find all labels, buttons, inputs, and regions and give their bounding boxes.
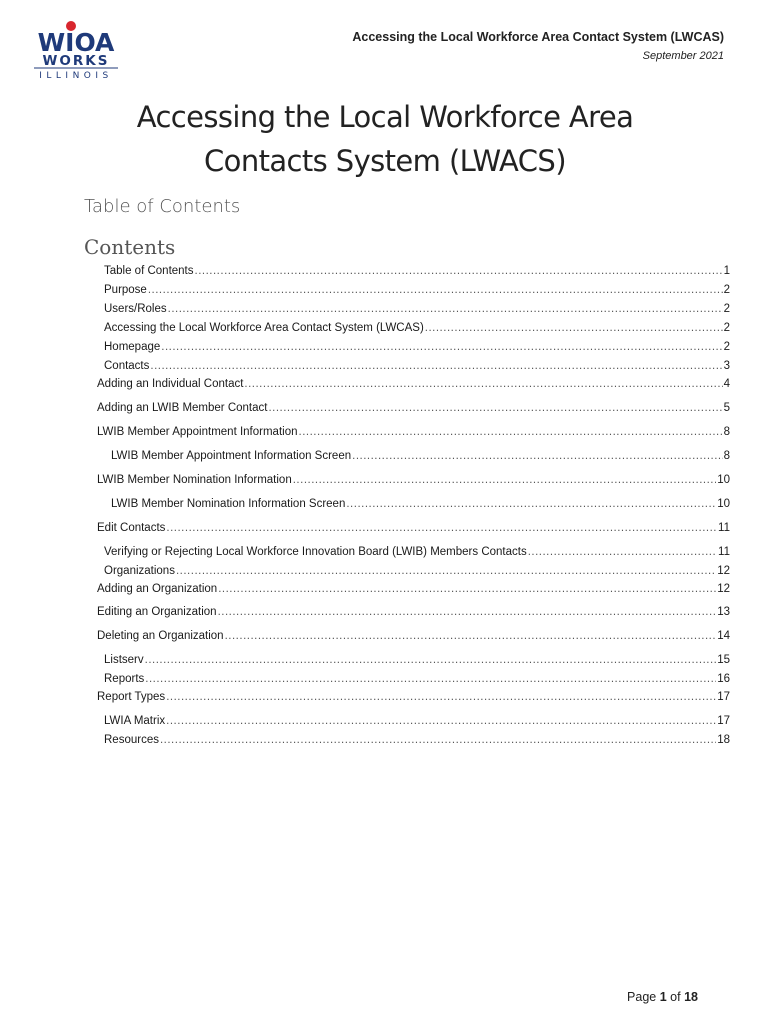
document-title-line1: Accessing the Local Workforce Area <box>136 100 634 134</box>
toc-entry-page: 8 <box>723 426 730 438</box>
toc-entry-label: LWIB Member Nomination Information Screen <box>111 498 346 510</box>
toc-entry-page: 8 <box>723 450 730 462</box>
toc-entry-page: 15 <box>717 654 730 666</box>
footer-page-word: Page <box>627 990 657 1004</box>
toc-entry-label: Reports <box>104 673 145 685</box>
toc-entry-label: Table of Contents <box>104 265 194 277</box>
toc-entry-table-of-contents[interactable] <box>104 265 730 281</box>
toc-heading: Table of Contents <box>84 196 241 217</box>
toc-entry-resources[interactable] <box>104 734 730 750</box>
toc-entry-lwia-matrix[interactable] <box>104 715 730 731</box>
toc-entry-page: 11 <box>718 522 730 534</box>
toc-entry-purpose[interactable] <box>104 284 730 300</box>
toc-entry-page: 10 <box>717 498 730 510</box>
toc-entry-users-roles[interactable] <box>104 303 730 319</box>
logo-graphic <box>28 18 124 82</box>
toc-entry-label: Adding an Organization <box>97 583 218 595</box>
header-date: September 2021 <box>642 50 724 62</box>
toc-entry-label: Adding an LWIB Member Contact <box>97 402 268 414</box>
wioa-works-illinois-logo <box>28 18 124 82</box>
toc-entry-lwib-appointment-screen[interactable] <box>111 450 730 466</box>
toc-entry-homepage[interactable] <box>104 341 730 357</box>
toc-entry-page: 16 <box>717 673 730 685</box>
toc-entry-label: Verifying or Rejecting Local Workforce Innovation Board (LWIB) Members Contacts <box>104 546 527 558</box>
toc-entry-label: Homepage <box>104 341 161 353</box>
toc-entry-label: Listserv <box>104 654 144 666</box>
toc-entry-label: Deleting an Organization <box>97 630 224 642</box>
toc-entry-page: 3 <box>723 360 730 372</box>
toc-entry-adding-organization[interactable] <box>97 583 730 599</box>
toc-entry-page: 17 <box>717 691 730 703</box>
toc-entry-page: 18 <box>717 734 730 746</box>
toc-entry-page: 11 <box>718 546 730 558</box>
logo-line2: WORKS <box>42 53 110 69</box>
toc-entry-page: 2 <box>723 303 730 315</box>
logo-line3: ILLINOIS <box>39 71 113 81</box>
toc-entry-contacts[interactable] <box>104 360 730 376</box>
toc-entry-label: Report Types <box>97 691 166 703</box>
header-title: Accessing the Local Workforce Area Contact System (LWCAS) <box>352 30 724 44</box>
toc-entry-label: Adding an Individual Contact <box>97 378 244 390</box>
logo-line1: WIOA <box>37 28 115 57</box>
toc-entry-label: LWIB Member Appointment Information <box>97 426 298 438</box>
toc-entry-page: 13 <box>717 606 730 618</box>
toc-entry-edit-contacts[interactable] <box>97 522 730 538</box>
toc-entry-label: Editing an Organization <box>97 606 217 618</box>
toc-entry-page: 12 <box>717 565 730 577</box>
footer-page-total: 18 <box>684 990 698 1004</box>
toc-entry-label: Users/Roles <box>104 303 167 315</box>
footer-of-word: of <box>670 990 681 1004</box>
toc-entry-page: 2 <box>723 322 730 334</box>
toc-entry-listserv[interactable] <box>104 654 730 670</box>
toc-entry-page: 4 <box>723 378 730 390</box>
toc-entry-page: 5 <box>723 402 730 414</box>
toc-entry-label: Contacts <box>104 360 150 372</box>
toc-entry-label: LWIB Member Appointment Information Screen <box>111 450 352 462</box>
toc-entry-lwib-nomination-info[interactable] <box>97 474 730 490</box>
toc-entry-adding-individual-contact[interactable] <box>97 378 730 394</box>
toc-entry-page: 17 <box>717 715 730 727</box>
document-title-line2: Contacts System (LWACS) <box>204 144 566 178</box>
toc-entry-adding-lwib-member-contact[interactable] <box>97 402 730 418</box>
toc-entry-label: Resources <box>104 734 159 746</box>
page-footer <box>627 990 698 1004</box>
toc-entry-page: 12 <box>717 583 730 595</box>
toc-entry-editing-organization[interactable] <box>97 606 730 622</box>
toc-entry-label: LWIA Matrix <box>104 715 166 727</box>
toc-entry-label: Organizations <box>104 565 175 577</box>
toc-entry-label: Accessing the Local Workforce Area Contact System (LWCAS) <box>104 322 424 334</box>
footer-page-current: 1 <box>659 990 667 1004</box>
toc-entry-label: Edit Contacts <box>97 522 166 534</box>
contents-heading: Contents <box>84 235 176 259</box>
toc-entry-label: LWIB Member Nomination Information <box>97 474 292 486</box>
toc-entry-report-types[interactable] <box>97 691 730 707</box>
toc-entry-lwib-appointment-info[interactable] <box>97 426 730 442</box>
toc-entry-organizations[interactable] <box>104 565 730 581</box>
toc-entry-label: Purpose <box>104 284 147 296</box>
toc-entry-reports[interactable] <box>104 673 730 689</box>
toc-entry-page: 2 <box>723 341 730 353</box>
toc-entry-deleting-organization[interactable] <box>97 630 730 646</box>
toc-entry-lwib-nomination-screen[interactable] <box>111 498 730 514</box>
toc-entry-verifying-rejecting-lwib[interactable] <box>104 546 730 562</box>
toc-entry-page: 14 <box>717 630 730 642</box>
toc-entry-page: 2 <box>723 284 730 296</box>
toc-entry-page: 10 <box>717 474 730 486</box>
toc-entry-accessing-lwcas[interactable] <box>104 322 730 338</box>
toc-entry-page: 1 <box>723 265 730 277</box>
